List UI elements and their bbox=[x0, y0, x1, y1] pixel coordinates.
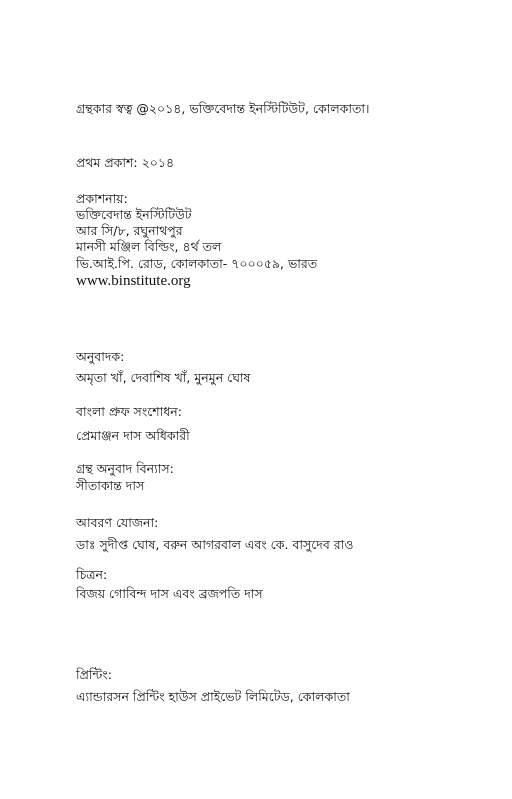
translator-label: অনুবাদক: bbox=[76, 349, 125, 364]
publisher-website: www.binstitute.org bbox=[76, 273, 191, 289]
publisher-address-line: ভি.আই.পি. রোড, কোলকাতা- ৭০০০৫৯, ভারত bbox=[76, 256, 318, 271]
publisher-heading: প্রকাশনায়: bbox=[76, 191, 128, 206]
proofreader-label: বাংলা প্রুফ সংশোধন: bbox=[76, 404, 182, 419]
layout-name: সীতাকান্ত দাস bbox=[76, 478, 145, 493]
printer-name: এ্যান্ডারসন প্রিন্টিং হাউস প্রাইভেট লিমিটেড, কোলকাতা bbox=[76, 689, 350, 704]
copyright-notice: গ্রন্থকার স্বত্ব @২০১৪, ভক্তিবেদান্ত ইনস্টিটিউট, কোলকাতা। bbox=[76, 101, 370, 116]
cover-design-label: আবরণ যোজনা: bbox=[76, 515, 159, 530]
illustration-label: চিত্রন: bbox=[76, 567, 108, 582]
printing-label: প্রিন্টিং: bbox=[76, 667, 112, 682]
publisher-address-line: মানসী মঞ্জিল বিল্ডিং, ৪র্থ তল bbox=[76, 239, 222, 254]
illustration-names: বিজয় গোবিন্দ দাস এবং ব্রজপতি দাস bbox=[76, 586, 263, 601]
cover-design-names: ডাঃ সুদীপ্ত ঘোষ, বরুন আগরবাল এবং কে. বাসুদেব রাও bbox=[76, 537, 354, 552]
layout-label: গ্রন্থ অনুবাদ বিন্যাস: bbox=[76, 461, 174, 476]
translator-names: অমৃতা খাঁ, দেবাশিষ খাঁ, মুনমুন ঘোষ bbox=[76, 370, 251, 385]
publisher-address-line: আর সি/৮, রঘুনাথপুর bbox=[76, 223, 183, 238]
first-edition: প্রথম প্রকাশ: ২০১৪ bbox=[76, 155, 175, 170]
publisher-name: ভক্তিবেদান্ত ইনস্টিটিউট bbox=[76, 207, 192, 222]
proofreader-name: প্রেমাঞ্জন দাস অধিকারী bbox=[76, 428, 190, 443]
